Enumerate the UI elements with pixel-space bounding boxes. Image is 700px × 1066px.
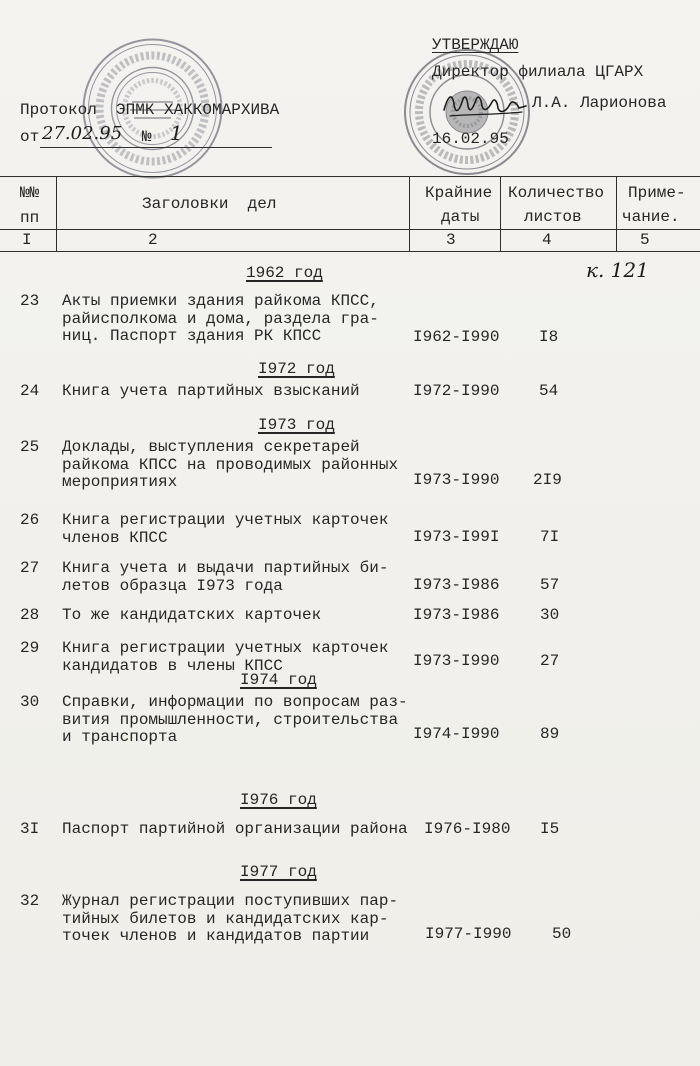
column-number: 3 (446, 231, 456, 249)
row-title (62, 293, 379, 346)
header-note-sub: чание. (622, 208, 680, 226)
row-title (62, 512, 388, 547)
table-row (0, 383, 700, 443)
row-dates: I973-I990 (413, 652, 500, 670)
row-title (62, 694, 408, 747)
row-title-line: вития промышленности, строительства (62, 710, 399, 729)
protocol-title: Протокол ЭПМК ХАККОМАРХИВА (20, 101, 280, 119)
row-sheets: I5 (540, 820, 560, 838)
row-dates: I974-I990 (413, 725, 500, 743)
column-number: 5 (640, 231, 650, 249)
row-dates: I973-I99I (413, 528, 500, 546)
row-number: 28 (20, 606, 40, 624)
row-title (62, 893, 398, 946)
row-title-line: тийных билетов и кандидатских кар- (62, 909, 389, 928)
row-title-line: Книга учета и выдачи партийных би- (62, 559, 389, 577)
row-title (62, 560, 388, 595)
row-title-line: мероприятиях (62, 473, 178, 492)
table-row (0, 293, 700, 353)
row-number: 26 (20, 511, 40, 529)
row-number: 32 (20, 892, 40, 910)
column-number: 2 (148, 231, 158, 249)
row-title-line: Паспорт партийной организации района (62, 820, 408, 838)
row-dates: I973-I990 (413, 471, 500, 489)
row-number: 23 (20, 292, 40, 310)
protocol-date: 27.02.95 (42, 123, 123, 144)
box-note: к. 121 (586, 258, 649, 282)
row-title-line: райкома КПСС на проводимых районных (62, 455, 399, 474)
table-row (0, 439, 700, 499)
year-heading: 1962 год (246, 264, 323, 282)
protocol-underline (40, 147, 272, 148)
row-title (62, 383, 360, 401)
table-row (0, 694, 700, 754)
year-heading: I972 год (258, 360, 335, 378)
row-title-line: кандидатов в члены КПСС (62, 656, 283, 675)
header-top-rule (0, 176, 700, 177)
year-heading: I973 год (258, 416, 335, 434)
row-title-line: Журнал регистрации поступивших пар- (62, 892, 399, 910)
year-heading: I974 год (240, 671, 317, 689)
protocol-number: 1 (170, 121, 183, 145)
row-dates: I973-I986 (413, 576, 500, 594)
row-dates: I972-I990 (413, 382, 500, 400)
row-title (62, 640, 388, 675)
row-dates: I976-I980 (424, 820, 511, 838)
signature (440, 84, 530, 122)
year-heading: I977 год (240, 863, 317, 881)
row-sheets: 54 (539, 382, 559, 400)
header-titles: Заголовки дел (142, 195, 277, 213)
header-note: Приме- (628, 184, 686, 202)
row-title-line: Книга регистрации учетных карточек (62, 639, 389, 657)
column-number: 4 (542, 231, 552, 249)
row-number: 25 (20, 438, 40, 456)
protocol-from-label: от (20, 128, 40, 146)
row-number: 27 (20, 559, 40, 577)
row-sheets: 2I9 (533, 471, 562, 489)
column-divider (500, 176, 501, 252)
row-title-line: Доклады, выступления секретарей (62, 438, 360, 456)
approval-heading: УТВЕРЖДАЮ (432, 36, 519, 54)
table-row (0, 821, 700, 881)
table-row (0, 640, 700, 700)
row-title (62, 439, 398, 492)
row-title-line: точек членов и кандидатов партии (62, 927, 370, 946)
column-number: I (22, 231, 32, 249)
row-sheets: 7I (540, 528, 560, 546)
column-divider (56, 176, 57, 252)
row-sheets: 89 (540, 725, 560, 743)
column-divider (409, 176, 410, 252)
protocol-number-label: № (142, 128, 152, 146)
row-title-line: Справки, информации по вопросам раз- (62, 693, 408, 711)
column-divider (616, 176, 617, 252)
table-row (0, 893, 700, 953)
row-sheets: 50 (552, 925, 572, 943)
row-title (62, 821, 408, 839)
row-sheets: 27 (540, 652, 560, 670)
header-sheets-sub: листов (524, 208, 582, 226)
row-title-line: ниц. Паспорт здания РК КПСС (62, 327, 322, 346)
row-number: 29 (20, 639, 40, 657)
approval-name: Л.А. Ларионова (532, 94, 667, 112)
header-number: №№ (20, 184, 40, 202)
row-number: 30 (20, 693, 40, 711)
header-dates-sub: даты (441, 208, 480, 226)
row-title-line: Книга учета партийных взысканий (62, 382, 360, 400)
approval-date: 16.02.95 (432, 130, 509, 148)
row-dates: I962-I990 (413, 328, 500, 346)
row-title-line: Книга регистрации учетных карточек (62, 511, 389, 529)
row-sheets: 57 (540, 576, 560, 594)
header-sheets: Количество (508, 184, 605, 202)
row-title-line: и транспорта (62, 728, 178, 747)
row-title-line: райисполкома и дома, раздела гра- (62, 309, 379, 328)
column-numbers-rule (0, 251, 700, 252)
header-bottom-rule (0, 229, 700, 230)
row-title-line: членов КПСС (62, 528, 168, 547)
row-title-line: Акты приемки здания райкома КПСС, (62, 292, 379, 310)
row-sheets: 30 (540, 606, 560, 624)
header-dates: Крайние (425, 184, 493, 202)
row-dates: I977-I990 (425, 925, 512, 943)
row-title-line: То же кандидатских карточек (62, 606, 322, 624)
row-number: 24 (20, 382, 40, 400)
year-heading: I976 год (240, 791, 317, 809)
row-number: 3I (20, 820, 40, 838)
approval-position: Директор филиала ЦГАРХ (432, 63, 644, 81)
header-number-sub: пп (20, 209, 40, 227)
row-title (62, 607, 321, 625)
row-sheets: I8 (539, 328, 559, 346)
row-title-line: летов образца I973 года (62, 576, 283, 595)
row-dates: I973-I986 (413, 606, 500, 624)
